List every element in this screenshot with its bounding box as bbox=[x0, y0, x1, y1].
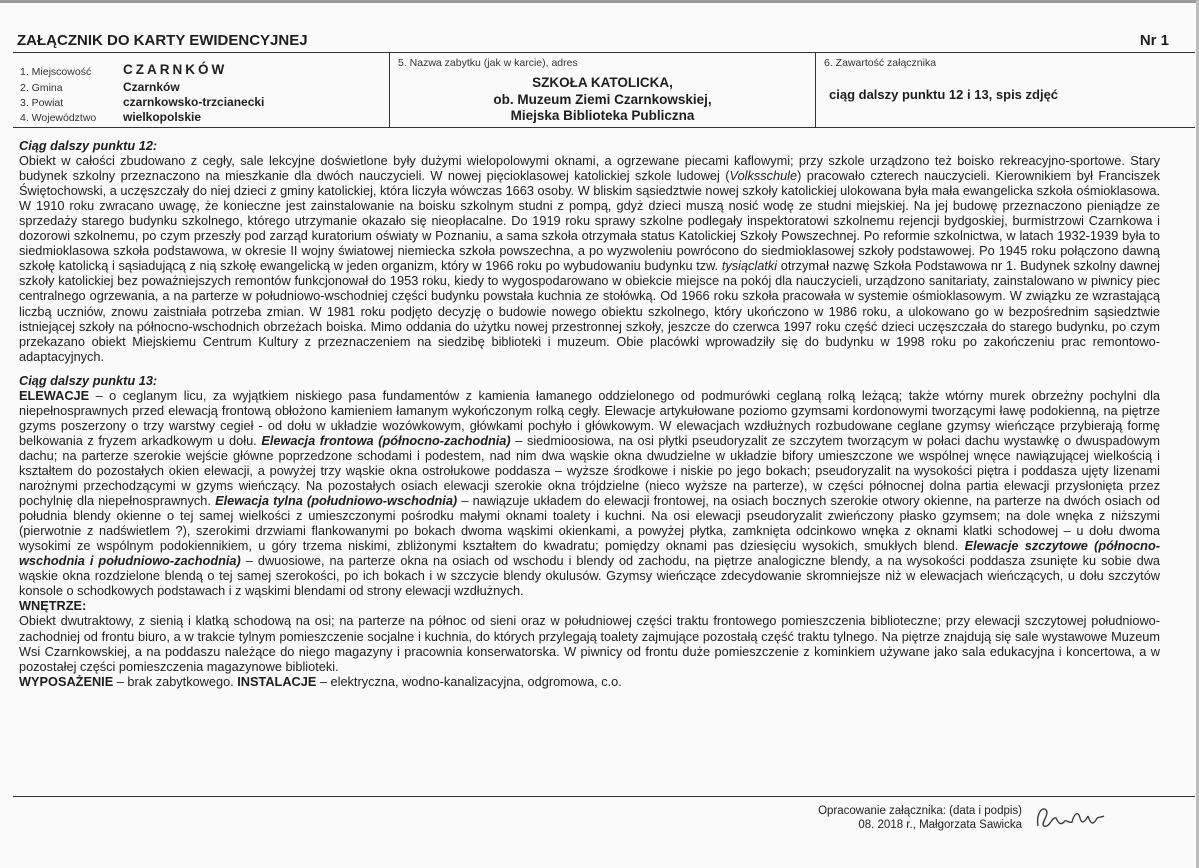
document-header bbox=[17, 32, 1183, 49]
monument-name bbox=[390, 75, 815, 125]
town-label: 1. Miejscowość bbox=[20, 66, 92, 78]
equipment-label: WYPOSAŻENIE bbox=[19, 673, 114, 689]
section-12-text bbox=[19, 153, 1160, 364]
monument-name-line3: Miejska Biblioteka Publiczna bbox=[510, 108, 695, 123]
commune-label: 2. Gmina bbox=[20, 82, 63, 94]
front-elevation-text: – siedmioosiowa, na osi płytki pseudoryzalit ze szczytem tworzącym w połaci dachu wystawkę o dwuspadowym dachu; na parterze szerokie wejście główne poprzedzone schodami i podestem, nad nim dwa wąskie okna dwudzielne w układzie bifory umieszczone we wspólnej wnęce nawiązującej wielkością i kształtem do pozostałych okien elewacji, a powyżej trzy wąskie okna ostrołukowe poddasza – wyższe środkowe i niskie po jego bokach; pseudoryzalit na wysokości piętra i poddasza ujęty lizenami narożnymi przechodzącymi w gzyms wieńczący. Na pozostałych osiach elewacji szerokie okna trójdzielne (nieco wyższe na parterze), w części północnej dolna partia elewacji przysłonięta przez pochylnię dla niepełnosprawnych. bbox=[19, 432, 1160, 509]
section-13-heading: Ciąg dalszy punktu 13: bbox=[19, 372, 158, 388]
document-body bbox=[19, 138, 1160, 689]
elevations-label: ELEWACJE bbox=[19, 387, 90, 403]
installations-text: – elektryczna, wodno-kanalizacyjna, odgromowa, c.o. bbox=[316, 673, 622, 689]
contents-value: ciąg dalszy punktu 12 i 13, spis zdjęć bbox=[829, 87, 1059, 102]
elevations-general: – o ceglanym licu, za wyjątkiem niskiego pasa fundamentów z kamienia łamanego oddzielonego od podmurówki ceglaną rolką leżącą; także wtórny murek obrzeżny pochylni dla niepełnosprawnych przed elewacją frontową obłożono kamieniem łamanym wykończonym rolką cegły. Elewacje artykułowane poziomo gzymsami kordonowymi tworzącymi ławę podokienną, na piętrze gzyms poszerzony o trzy warstwy cegieł - od dołu w układzie wozówkowym, główkami pochyło i główkowym. W elewacjach wzdłużnych rozbudowane ceglane gzymsy wieńczące przybierają formę belkowania z fryzem arkadkowym u dołu. bbox=[19, 387, 1160, 448]
monument-cell bbox=[390, 53, 816, 127]
tysiaclatki-term: tysiąclatki bbox=[721, 258, 778, 274]
rear-elevation-text: – nawiązuje układem do elewacji frontowej, na osiach bocznych szerokie otwory okienne, na parterze na dwóch osiach od południa blendy okienne o tej samej wielkości z umieszczonymi pośrodku małymi oknami toalety i kuchni. Na osi elewacji pseudoryzalit zwieńczony płasko gzymsem; na dole wnęka z niższymi (pierwotnie z nadświetlem ?), szerokimi drzwiami flankowanymi po bokach dwoma wąskimi okienkami, a powyżej płytka, zamknięta odcinkowo wnęka z oknami klatki schodowej – u dołu dwoma wysokimi ze wspólnym podokiennikiem, u góry trzema niskimi, zbliżonymi kształtem do kwadratu; pomiędzy oknami pas dziesięciu wysokich, smukłych blend. bbox=[19, 493, 1160, 554]
volksschule-term: Volksschule bbox=[729, 168, 798, 184]
gable-elevations-text: – dwuosiowe, na parterze okna na osiach od wschodu i blendy od zachodu, na piętrze analogiczne blendy, a na wysokości poddasza zsunięte ku sobie dwa wąskie okna rozdzielone blendą o tej samej szerokości, po ich bokach i w szczycie blendy okulusów. Gzymsy wieńczące zdecydowanie skromniejsze niż w elewacjach wieńczących, u dołu szczytów konsole o schodkowych podstawach i z wąskimi blendami od strony elewacji wzdłużnych. bbox=[19, 553, 1160, 599]
county-label: 3. Powiat bbox=[20, 97, 64, 109]
commune-value: Czarnków bbox=[123, 80, 180, 94]
front-elevation-label: Elewacja frontowa (północno-zachodnia) bbox=[261, 432, 511, 448]
scan-top-edge bbox=[0, 0, 1199, 3]
attachment-number: Nr 1 bbox=[1139, 32, 1169, 49]
voivodeship-label: 4. Województwo bbox=[20, 112, 97, 124]
info-table bbox=[13, 52, 1195, 128]
installations-label: INSTALACJE bbox=[237, 673, 317, 689]
bottom-rule bbox=[13, 796, 1195, 797]
contents-cell bbox=[816, 53, 1194, 127]
monument-name-line2: ob. Muzeum Ziemi Czarnkowskiej, bbox=[493, 91, 712, 107]
equipment-text: – brak zabytkowego. bbox=[113, 673, 238, 689]
elevations-text bbox=[19, 388, 1160, 599]
document-title: ZAŁĄCZNIK DO KARTY EWIDENCYJNEJ bbox=[17, 32, 308, 49]
interior-text: Obiekt dwutraktowy, z sienią i klatką schodową na osi; na parterze na północ od sieni oraz w południowej części traktu frontowego pomieszczenia biblioteczne; przy elewacji szczytowej południowo-zachodniej od frontu biuro, a w trakcie tylnym pomieszczenie socjalne i kuchnia, do których przylegają toalety zajmujące pozostałą część traktu tylnego. Na piętrze znajdują się sale wystawowe Muzeum Wsi Czarnkowskiej, a na poddaszu należące do niego magazyny i pracownia konserwatorska. W piwnicy od frontu duże pomieszczenie z kominkiem używane jako sala edukacyjna i koncertowa, a w pozostałej części pomieszczenia magazynowe biblioteki. bbox=[19, 613, 1160, 674]
rear-elevation-label: Elewacja tylna (południowo-wschodnia) bbox=[215, 493, 458, 509]
contents-label: 6. Zawartość załącznika bbox=[824, 57, 937, 69]
gable-elevations-label: Elewacje szczytowe (północno-wschodnia i południowo-zachodnia) bbox=[19, 538, 1161, 569]
section-12-part3: otrzymał nazwę Szkoła Podstawowa nr 1. Budynek szkolny dawnej szkoły katolickiej bez poważniejszych remontów funkcjonował do 1953 roku, kiedy to wygospodarowano w obiekcie miejsce na pokój dla nauczycieli, urządzono sanitariaty, zainstalowano w piwnicy piec centralnego ogrzewania, a na parterze w południowo-wschodniej części budynku powstała kuchnia ze stołówką. Od 1966 roku szkoła pracowała w systemie ośmioklasowym. W związku ze wzrastającą liczbą uczniów, znowu zaistniała potrzeba zmian. W 1981 roku podjęto decyzję o budowie nowego obiektu szkolnego, który ukończono w 1986 roku, a ulokowano go w bezpośrednim sąsiedztwie istniejącej szkoły na północno-wschodnich obrzeżach boiska. Mimo oddania do użytku nowej przestronnej szkoły, jeszcze do czerwca 1997 roku część dzieci uczęszczała do starego budynku, po czym przekazano obiekt Miejskiemu Centrum Kultury z przeznaczeniem na siedzibę biblioteki i muzeum. Obie placówki wprowadziły się do budynku w 1998 roku po zakończeniu prac remontowo-adaptacyjnych. bbox=[19, 258, 1160, 364]
monument-label: 5. Nazwa zabytku (jak w karcie), adres bbox=[398, 57, 578, 69]
monument-name-line1: SZKOŁA KATOLICKA, bbox=[532, 75, 673, 90]
county-value: czarnkowsko-trzcianecki bbox=[123, 95, 265, 109]
section-12-part2: ) pracowało czterech nauczycieli. Kierownikiem był Franciszek Świętochowski, a uczęszczały do niej dzieci z gminy katolickiej, która liczyła wówczas 1663 osoby. W bliskim sąsiedztwie nowej szkoły katolickiej ulokowana była mała ewangelicka szkoła ośmioklasowa. W 1910 roku zwracano uwagę, że konieczne jest zainstalowanie na boisku szkolnym studni z pompą, gdyż dzieci muszą nosić wodę ze studni miejskiej. Na jej budowę przeznaczono pieniądze ze sprzedaży starego budynku szkolnego, którego utrzymanie okazało się nieopłacalne. Do 1919 roku sprawy szkolne podlegały inspektoratowi szkolnemu rejencji bydgoskiej, burmistrzowi Czarnkowa i dozorowi szkolnemu, po czym przeszły pod zarząd kuratorium oświaty w Poznaniu, a sama szkoła otrzymała status Katolickiej Szkoły Powszechnej. Po reformie szkolnictwa, w latach 1932-1939 była to siedmioklasowa szkoła podstawowa, w okresie II wojny światowej niemiecka szkoła powszechna, a po wyzwoleniu powrócono do siedmioklasowej szkoły podstawowej. Po 1945 roku połączono dawną szkołę katolicką i sąsiadującą z nią szkołę ewangelicką w jeden organizm, który w 1966 roku po wybudowaniu budynku tzw. bbox=[19, 168, 1160, 274]
footer-label: Opracowanie załącznika: (data i podpis) bbox=[818, 805, 1022, 817]
town-value: CZARNKÓW bbox=[123, 62, 228, 77]
equipment-installations bbox=[19, 674, 1160, 689]
footer bbox=[812, 804, 1022, 832]
handwritten-signature bbox=[1030, 796, 1110, 836]
section-12-part1: Obiekt w całości zbudowano z cegły, sale lekcyjne doświetlone były dużymi wielopolowymi oknami, a ogrzewane piecami kaflowymi; przy szkole urządzono też boisko rekreacyjno-sportowe. Stary budynek szkolny przeznaczono na mieszkanie dla dwóch nauczycieli. W nowej pięcioklasowej katolickiej szkole ludowej ( bbox=[19, 153, 1160, 184]
location-cell bbox=[13, 53, 390, 127]
footer-author: 08. 2018 r., Małgorzata Sawicka bbox=[858, 819, 1022, 831]
section-12-heading: Ciąg dalszy punktu 12: bbox=[19, 138, 158, 153]
interior-label: WNĘTRZE: bbox=[19, 598, 87, 614]
voivodeship-value: wielkopolskie bbox=[123, 110, 202, 124]
